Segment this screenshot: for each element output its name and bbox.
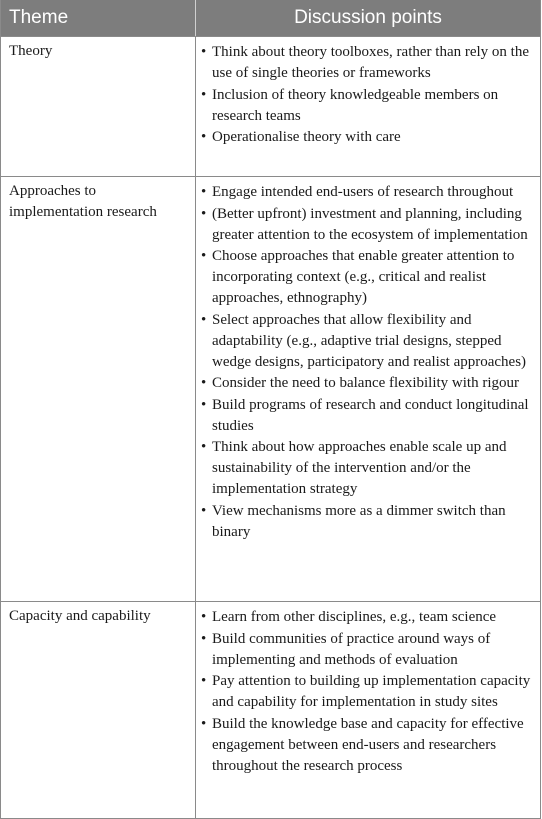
- points-cell: [196, 177, 540, 601]
- list-item: • Consider the need to balance flexibility with rigour: [200, 373, 536, 394]
- list-item: • Think about theory toolboxes, rather than rely on the use of single theories or frameworks: [200, 42, 536, 84]
- list-item: • View mechanisms more as a dimmer switch than binary: [200, 501, 536, 543]
- list-item: • Build the knowledge base and capacity for effective engagement between end-users and researchers throughout the research process: [200, 714, 536, 777]
- header-discussion-points: Discussion points: [294, 7, 442, 28]
- points-cell: [196, 602, 540, 818]
- theme-cell: Approaches to implementation research: [1, 177, 196, 601]
- list-item: • Inclusion of theory knowledgeable members on research teams: [200, 85, 536, 127]
- list-item: • Operationalise theory with care: [200, 127, 536, 148]
- points-cell: [196, 37, 540, 176]
- table-row-capacity: [1, 601, 540, 818]
- theme-cell: Theory: [1, 37, 196, 176]
- list-item: • Think about how approaches enable scale up and sustainability of the intervention and/or the implementation strategy: [200, 437, 536, 500]
- list-item: • (Better upfront) investment and planning, including greater attention to the ecosystem of implementation: [200, 204, 536, 246]
- points-list: [200, 182, 536, 543]
- theme-cell: Capacity and capability: [1, 602, 196, 818]
- list-item: • Build programs of research and conduct longitudinal studies: [200, 395, 536, 437]
- table-row-theory: [1, 36, 540, 176]
- list-item: • Select approaches that allow flexibility and adaptability (e.g., adaptive trial designs, stepped wedge designs, participatory and realist approaches): [200, 310, 536, 373]
- list-item: • Build communities of practice around ways of implementing and methods of evaluation: [200, 629, 536, 671]
- points-list: [200, 42, 536, 148]
- list-item: • Engage intended end-users of research throughout: [200, 182, 536, 203]
- list-item: • Learn from other disciplines, e.g., team science: [200, 607, 536, 628]
- points-list: [200, 607, 536, 777]
- table-row-approaches: [1, 176, 540, 601]
- table-header: [1, 0, 540, 36]
- header-theme: Theme: [1, 0, 196, 36]
- list-item: • Choose approaches that enable greater attention to incorporating context (e.g., critical and realist approaches, ethnography): [200, 246, 536, 309]
- list-item: • Pay attention to building up implementation capacity and capability for implementation in study sites: [200, 671, 536, 713]
